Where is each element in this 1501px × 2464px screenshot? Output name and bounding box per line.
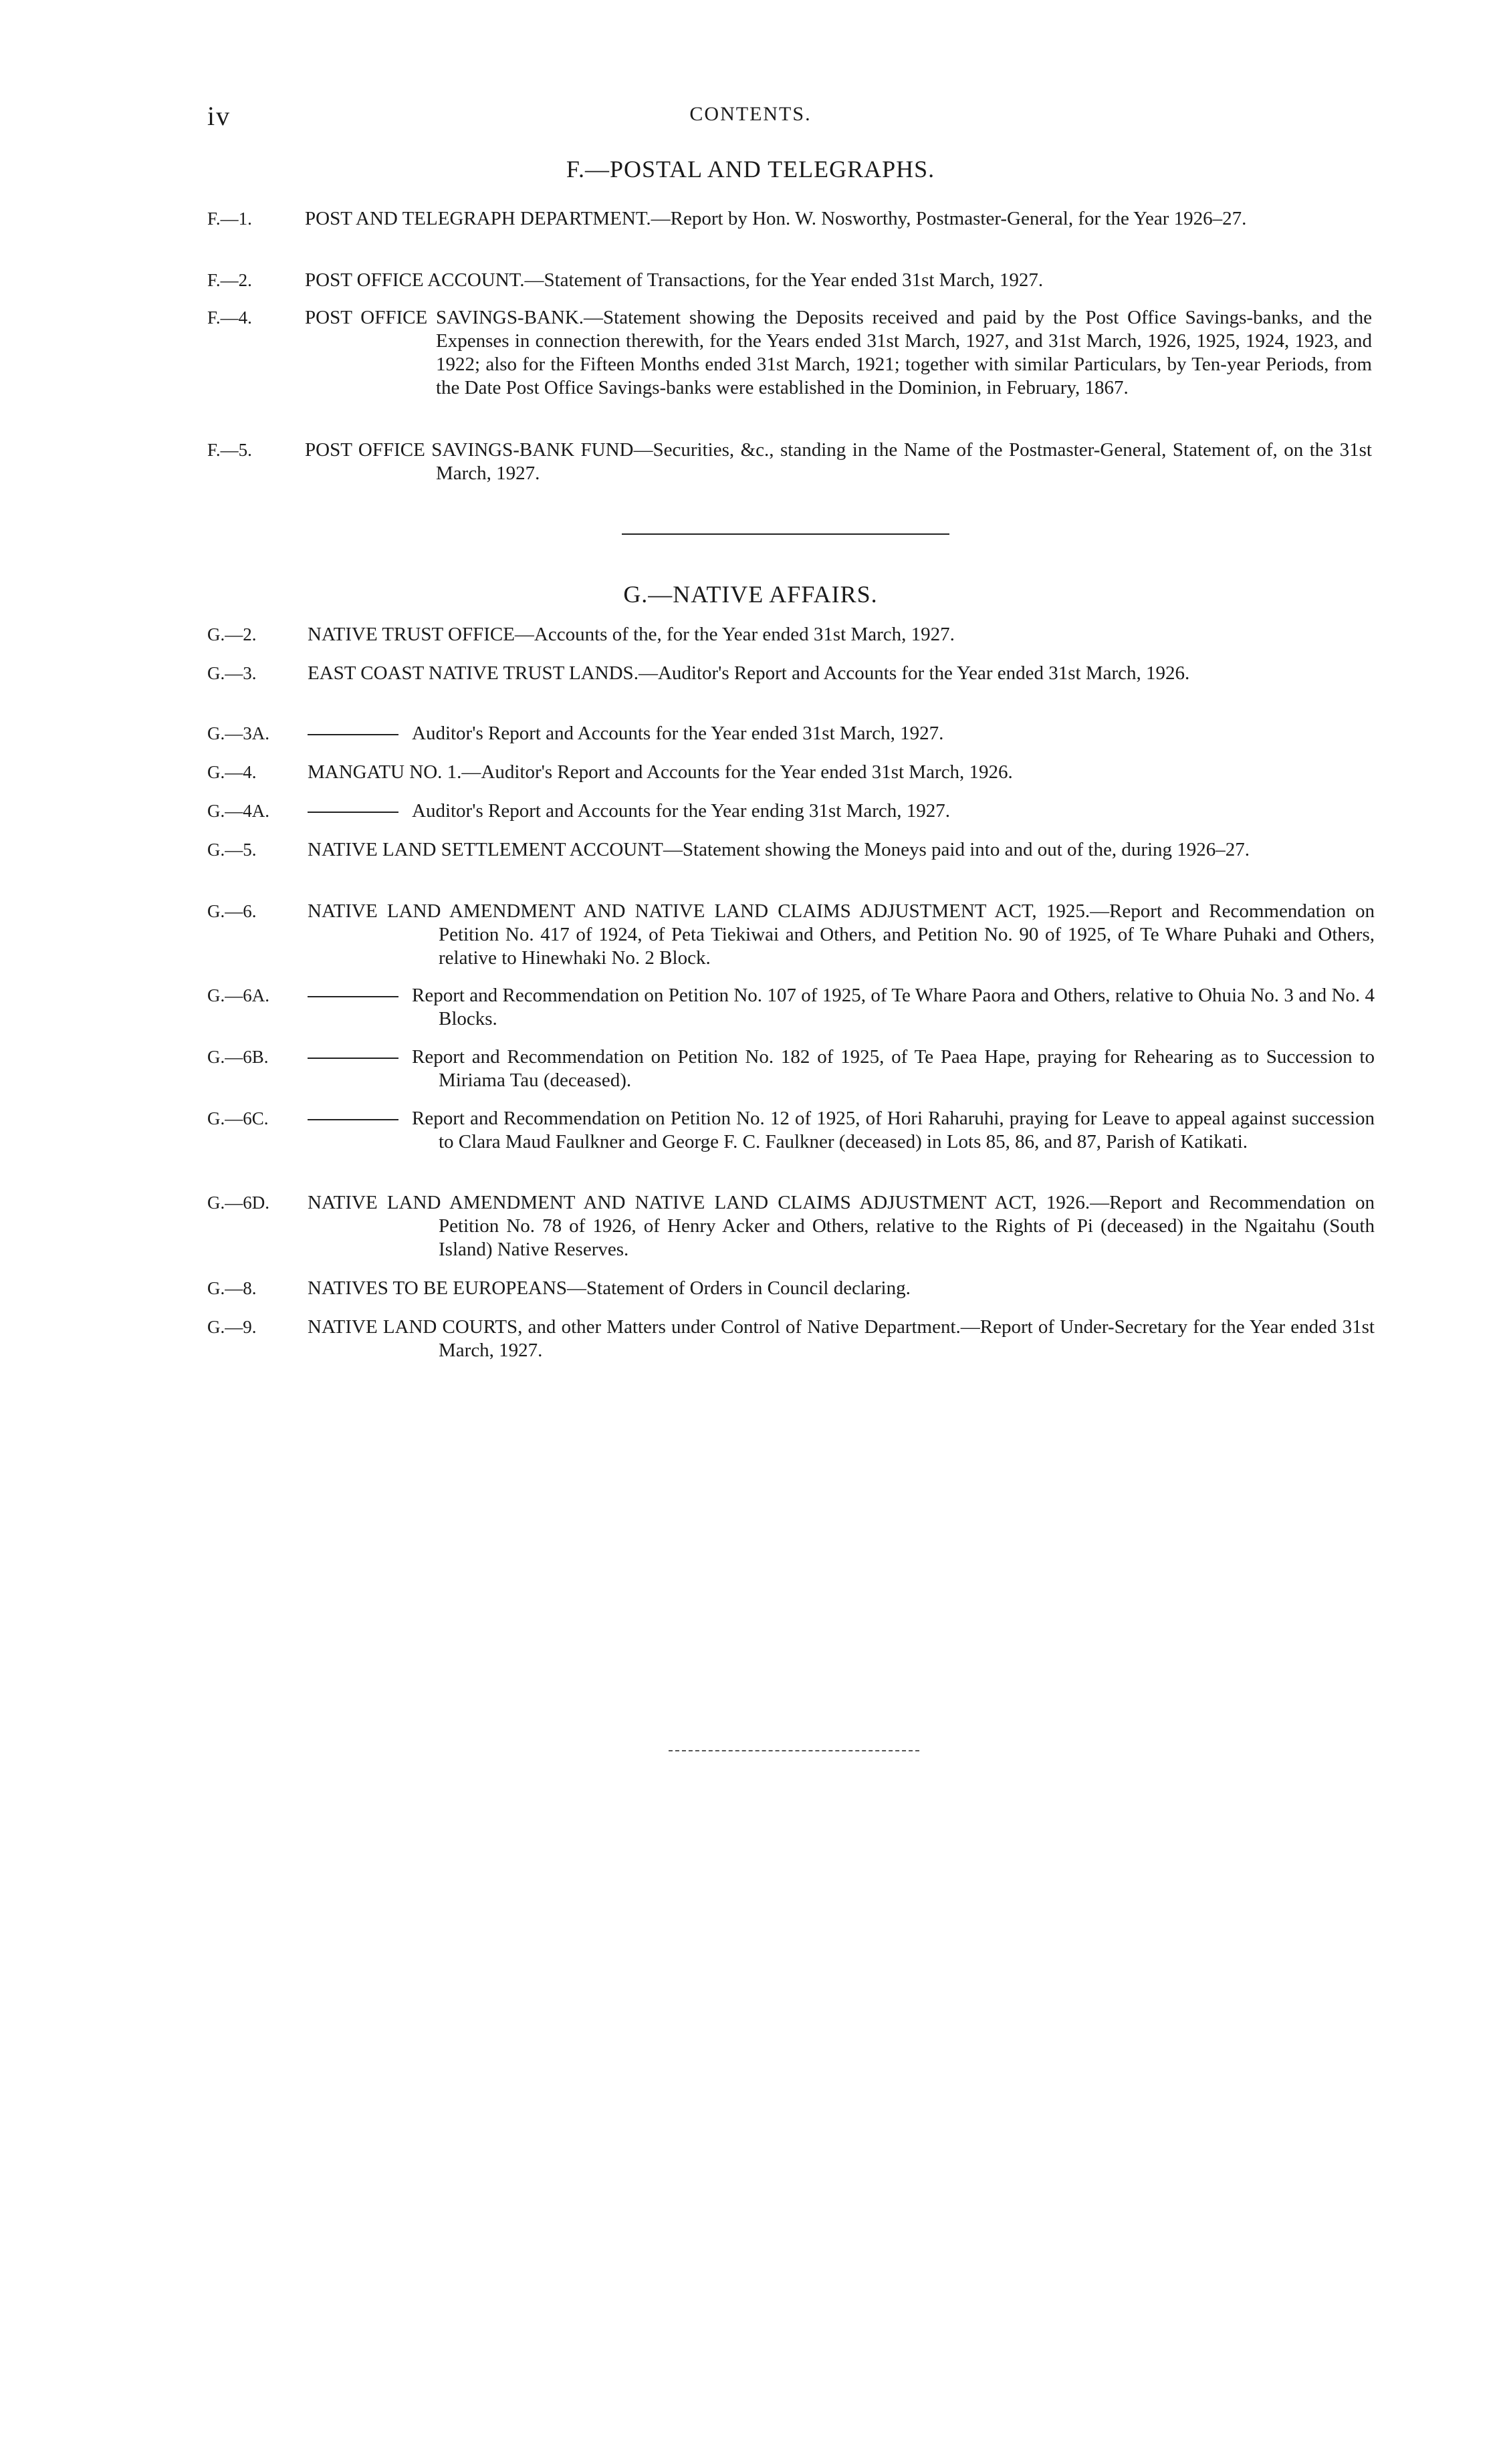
entry-code: G.—6A.: [207, 985, 269, 1005]
entry-code: G.—5.: [207, 840, 257, 860]
entry-text-content: Auditor's Report and Accounts for the Year ending 31st March, 1927.: [412, 800, 951, 822]
entry-text: POST AND TELEGRAPH DEPARTMENT.—Report by Hon. W. Nosworthy, Postmaster-General, for the Year 1926–27.: [305, 208, 1247, 229]
entry-code: G.—6.: [207, 901, 257, 921]
entry-code: G.—6B.: [207, 1047, 269, 1067]
entry-text: POST OFFICE SAVINGS-BANK.—Statement showing the Deposits received and paid by the Post Office Savings-banks, and the Expenses in connection therewith, for the Years ended 31st March, 1927, and 31st March, 1926, 1925, 1924, 1923, and 1922; also for the Fifteen Months ended 31st March, 1921; together with similar Particulars, by Ten-year Periods, from the Date Post Office Savings-banks were established in the Dominion, in February, 1867.: [305, 307, 1372, 398]
section-title-postal-telegraphs: F.—POSTAL AND TELEGRAPHS.: [566, 156, 935, 182]
ditto-dash: [308, 812, 398, 813]
section-title-native-affairs: G.—NATIVE AFFAIRS.: [623, 581, 878, 608]
ditto-dash: [308, 1058, 398, 1059]
entry-text: NATIVE LAND COURTS, and other Matters under Control of Native Department.—Report of Under-Secretary for the Year ended 31st March, 1927.: [308, 1316, 1375, 1361]
entry-text: [308, 1045, 1375, 1092]
entry-code: G.—9.: [207, 1317, 257, 1337]
entry-text: POST OFFICE SAVINGS-BANK FUND—Securities, &c., standing in the Name of the Postmaster-General, Statement of, on the 31st March, 1927.: [305, 439, 1372, 484]
entry-text: POST OFFICE ACCOUNT.—Statement of Transactions, for the Year ended 31st March, 1927.: [305, 269, 1044, 291]
page-number: iv: [207, 101, 231, 131]
running-title: CONTENTS.: [689, 103, 812, 125]
entry-text: EAST COAST NATIVE TRUST LANDS.—Auditor's Report and Accounts for the Year ended 31st March, 1926.: [308, 662, 1190, 684]
ditto-dash: [308, 734, 398, 735]
entry-code: G.—6D.: [207, 1193, 269, 1213]
entry-text: MANGATU NO. 1.—Auditor's Report and Accounts for the Year ended 31st March, 1926.: [308, 761, 1013, 783]
entry-code: F.—2.: [207, 270, 252, 290]
ditto-dash: [308, 1119, 398, 1120]
entry-text: [308, 984, 1375, 1031]
entry-text: NATIVES TO BE EUROPEANS—Statement of Orders in Council declaring.: [308, 1277, 911, 1299]
entry-code: F.—1.: [207, 209, 252, 229]
entry-code: F.—4.: [207, 307, 252, 328]
entry-code: F.—5.: [207, 440, 252, 460]
entry-code: G.—3A.: [207, 723, 269, 743]
section-divider: [622, 533, 949, 535]
entry-code: G.—2.: [207, 624, 257, 644]
entry-code: G.—4A.: [207, 801, 269, 821]
entry-text-content: Report and Recommendation on Petition No. 12 of 1925, of Hori Raharuhi, praying for Leave to appeal against succession to Clara Maud Faulkner and George F. C. Faulkner (deceased) in Lots 85, 86, and 87, Parish of Katikati.: [412, 1108, 1375, 1152]
entry-text: [308, 799, 1375, 823]
entry-text: NATIVE LAND AMENDMENT AND NATIVE LAND CLAIMS ADJUSTMENT ACT, 1926.—Report and Recommendation on Petition No. 78 of 1926, of Henry Acker and Others, relative to the Rights of Pi (deceased) in the Ngaitahu (South Island) Native Reserves.: [308, 1192, 1375, 1260]
end-divider: [669, 1750, 919, 1751]
entry-code: G.—3.: [207, 663, 257, 683]
entry-code: G.—4.: [207, 762, 257, 782]
entry-text-content: Auditor's Report and Accounts for the Year ended 31st March, 1927.: [412, 723, 944, 744]
entry-text: [308, 1107, 1375, 1154]
entry-text: [308, 722, 1375, 745]
entry-text-content: Report and Recommendation on Petition No. 182 of 1925, of Te Paea Hape, praying for Rehearing as to Succession to Miriama Tau (deceased).: [412, 1046, 1375, 1091]
entry-text: NATIVE LAND SETTLEMENT ACCOUNT—Statement showing the Moneys paid into and out of the, during 1926–27.: [308, 839, 1250, 860]
entry-code: G.—6C.: [207, 1108, 269, 1128]
entry-text: NATIVE LAND AMENDMENT AND NATIVE LAND CLAIMS ADJUSTMENT ACT, 1925.—Report and Recommendation on Petition No. 417 of 1924, of Peta Tiekiwai and Others, and Petition No. 90 of 1925, of Te Whare Puhaki and Others, relative to Hinewhaki No. 2 Block.: [308, 900, 1375, 969]
ditto-dash: [308, 996, 398, 997]
entry-code: G.—8.: [207, 1278, 257, 1298]
entry-text: NATIVE TRUST OFFICE—Accounts of the, for the Year ended 31st March, 1927.: [308, 624, 955, 645]
entry-text-content: Report and Recommendation on Petition No. 107 of 1925, of Te Whare Paora and Others, relative to Ohuia No. 3 and No. 4 Blocks.: [412, 985, 1375, 1029]
